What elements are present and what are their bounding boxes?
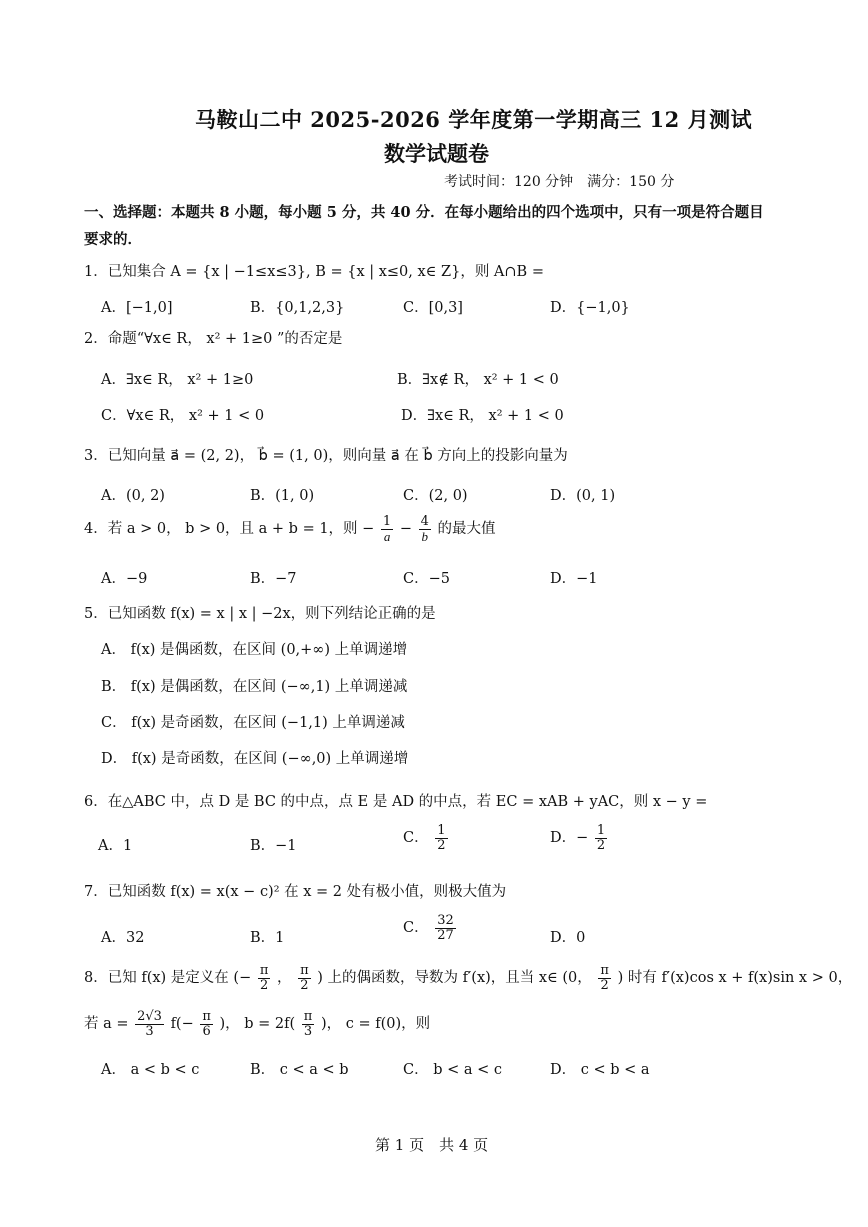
- page-number: 第 1 页 共 4 页: [375, 1136, 489, 1154]
- question-6-option-d: [550, 824, 609, 852]
- section-heading: 一、选择题：本题共 8 小题，每小题 5 分，共 40 分．在每小题给出的四个选项中，只有一项是符合题目: [84, 204, 764, 221]
- frac-den: 3: [303, 1023, 313, 1039]
- question-5-option-a: A． f(x) 是偶函数，在区间 (0,+∞) 上单调递增: [101, 642, 408, 658]
- fraction-pi-over-6: [200, 1010, 213, 1038]
- question-4-stem-pre: 4．若 a > 0， b > 0，且 a + b = 1，则 −: [84, 521, 375, 538]
- frac-num: 1: [596, 823, 606, 838]
- frac-num: 1: [382, 514, 392, 529]
- option-letter: C．: [403, 920, 429, 937]
- exam-title: 马鞍山二中 2025-2026 学年度第一学期高三 12 月测试: [195, 107, 753, 132]
- question-7-option-d: D．0: [550, 930, 586, 946]
- frac-den: 2: [300, 977, 309, 993]
- frac-num: 2√3: [137, 1009, 162, 1024]
- frac-num: 4: [420, 514, 429, 529]
- question-7-stem: 7．已知函数 f(x) = x(x − c)² 在 x = 2 处有极小值，则极大值为: [84, 884, 507, 900]
- section-heading-cont: 要求的．: [84, 231, 142, 248]
- minus-sign: −: [399, 521, 412, 538]
- frac-den: 6: [202, 1023, 211, 1039]
- fraction-4-over-b: [419, 515, 431, 543]
- frac-den: 2: [596, 837, 606, 853]
- frac-num: 1: [437, 823, 446, 838]
- frac-den: 2: [259, 977, 269, 993]
- question-6-option-b: B．−1: [250, 838, 297, 854]
- question-1-option-d: D．{−1,0}: [550, 300, 630, 316]
- stem-part: ，: [276, 970, 292, 987]
- question-8-option-b: B． c < a < b: [250, 1062, 349, 1078]
- frac-den: 3: [145, 1023, 154, 1039]
- fraction-1-over-a: [381, 515, 393, 543]
- question-5-option-d: D． f(x) 是奇函数，在区间 (−∞,0) 上单调递增: [101, 751, 409, 767]
- frac-num: π: [300, 963, 309, 978]
- question-6-option-a: A．1: [98, 838, 133, 854]
- question-8-option-c: C． b < a < c: [403, 1062, 502, 1078]
- option-letter: D．−: [550, 830, 589, 847]
- question-2-option-b: B．∃x∉ R， x² + 1 < 0: [397, 372, 559, 388]
- question-8-stem: [84, 964, 852, 992]
- stem-part: 8．已知 f(x) 是定义在 (−: [84, 970, 252, 987]
- fraction-pi-over-2: [298, 964, 311, 992]
- question-1-stem: 1．已知集合 A = {x | −1≤x≤3}, B = {x | x≤0, x∈ Z}，则 A∩B =: [84, 264, 544, 280]
- question-7-option-c: [403, 914, 458, 942]
- question-3-stem: 3．已知向量 a⃗ = (2, 2)， b⃗ = (1, 0)，则向量 a⃗ 在 b⃗ 方向上的投影向量为: [84, 448, 568, 464]
- question-2-option-a: A．∃x∈ R， x² + 1≥0: [101, 372, 254, 388]
- fraction-one-half: [595, 824, 607, 852]
- fraction-pi-over-2: [598, 964, 611, 992]
- stem-part: 若 a =: [84, 1016, 129, 1033]
- fraction-pi-over-3: [302, 1010, 315, 1038]
- question-4-option-b: B．−7: [250, 571, 297, 587]
- frac-den: 2: [600, 977, 609, 993]
- question-3-option-b: B．(1, 0): [250, 488, 315, 504]
- question-5-stem: 5．已知函数 f(x) = x | x | −2x，则下列结论正确的是: [84, 606, 436, 622]
- question-3-option-a: A．(0, 2): [101, 488, 165, 504]
- question-6-option-c: [403, 824, 450, 852]
- question-2-option-d: D．∃x∈ R， x² + 1 < 0: [401, 408, 564, 424]
- frac-num: π: [202, 1009, 211, 1024]
- question-1-option-b: B．{0,1,2,3}: [250, 300, 345, 316]
- question-6-stem: 6．在△ABC 中，点 D 是 BC 的中点，点 E 是 AD 的中点，若 EC = xAB + yAC，则 x − y =: [84, 794, 708, 810]
- question-8-option-d: D． c < b < a: [550, 1062, 650, 1078]
- question-2-option-c: C．∀x∈ R， x² + 1 < 0: [101, 408, 265, 424]
- exam-subtitle: 数学试题卷: [384, 141, 489, 166]
- frac-den: 27: [437, 927, 454, 943]
- frac-den: b: [421, 528, 428, 544]
- frac-den: 2: [437, 837, 446, 853]
- fraction-one-half: [435, 824, 447, 852]
- frac-num: 32: [437, 913, 454, 928]
- fraction-32-27: [435, 914, 456, 942]
- question-2-stem: 2．命题“∀x∈ R， x² + 1≥0 ”的否定是: [84, 331, 343, 347]
- question-1-option-c: C．[0,3]: [403, 300, 463, 316]
- question-3-option-c: C．(2, 0): [403, 488, 468, 504]
- question-4-option-d: D．−1: [550, 571, 598, 587]
- question-1-option-a: A．[−1,0]: [101, 300, 173, 316]
- frac-num: π: [303, 1009, 313, 1024]
- stem-part: )， c = f(0)，则: [320, 1016, 431, 1033]
- question-5-option-b: B． f(x) 是偶函数，在区间 (−∞,1) 上单调递减: [101, 679, 408, 695]
- question-4-stem-post: 的最大值: [437, 521, 496, 538]
- stem-part: f(−: [170, 1016, 194, 1033]
- fraction-pi-over-2: [258, 964, 271, 992]
- stem-part: ) 时有 f′(x)cos x + f(x)sin x > 0，: [617, 970, 853, 987]
- question-5-option-c: C． f(x) 是奇函数，在区间 (−1,1) 上单调递减: [101, 715, 405, 731]
- stem-part: )， b = 2f(: [219, 1016, 296, 1033]
- exam-info: 考试时间：120 分钟 满分：150 分: [444, 174, 675, 190]
- question-7-option-b: B．1: [250, 930, 285, 946]
- stem-part: ) 上的偶函数，导数为 f′(x)，且当 x∈ (0，: [317, 970, 592, 987]
- frac-num: π: [259, 963, 269, 978]
- question-8-stem-line2: [84, 1010, 430, 1038]
- question-7-option-a: A．32: [101, 930, 145, 946]
- frac-den: a: [383, 528, 391, 544]
- question-4-option-a: A．−9: [101, 571, 148, 587]
- question-3-option-d: D．(0, 1): [550, 488, 616, 504]
- question-4-option-c: C．−5: [403, 571, 450, 587]
- fraction-2sqrt3-over-3: [135, 1010, 164, 1038]
- question-8-option-a: A． a < b < c: [101, 1062, 200, 1078]
- question-4-stem: [84, 515, 495, 543]
- frac-num: π: [600, 963, 609, 978]
- option-letter: C．: [403, 830, 429, 847]
